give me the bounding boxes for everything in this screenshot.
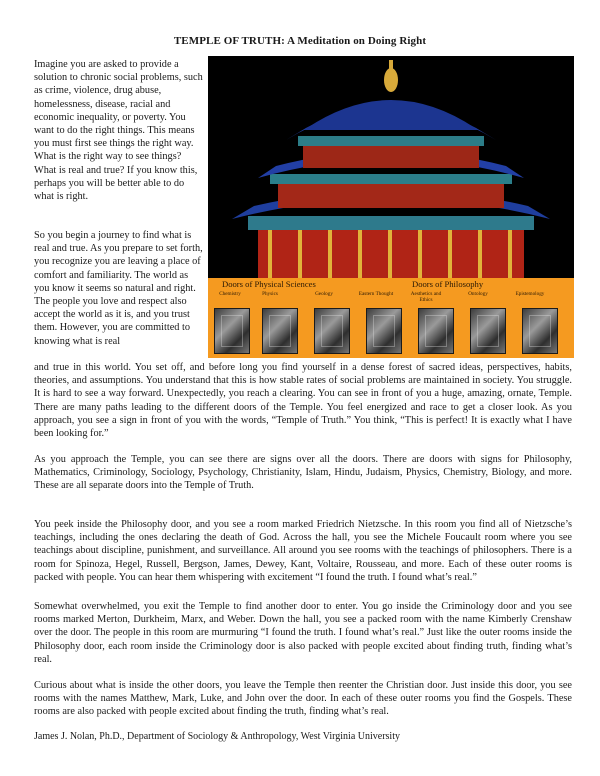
page-title: TEMPLE OF TRUTH: A Meditation on Doing Right [173,35,427,47]
door-chemistry [214,308,250,354]
door-label-aesthetics-ethics: Aesthetics and Ethics [410,291,442,303]
author-footer: James J. Nolan, Ph.D., Department of Sociology & Anthropology, West Virginia University [34,731,400,742]
temple-upper-frieze [298,136,484,146]
intro-paragraph: Imagine you are asked to provide a solution to chronic social problems, such as crime, violence, drug abuse, homelessness, disease, racial and economic inequality, or poverty. You want to do the right things. This means you must first see things the right way. What is the right way to see things? What is real and true? If you know this, perhaps you will be better able to do what is right. [34,59,203,203]
temple-finial [384,68,398,92]
temple-roof-dome [304,100,478,130]
temple-illustration [208,56,574,286]
approach-paragraph: As you approach the Temple, you can see there are signs over all the doors. There are doors with signs for Philosophy, Mathematics, Criminology, Sociology, Psychology, Christianity, Islam, Hindu, Judaism, Physics, Chemistry, Biology, and more. These are all separate doors into the Temple of Truth. [34,454,572,492]
door-epistemology [522,308,558,354]
temple-middle-frieze [270,174,512,184]
door-ontology [470,308,506,354]
journey-paragraph-continued: and true in this world. You set off, and before long you find yourself in a dense forest of sacred ideas, perspectives, habits, theories, and assumptions. You understand that this is how stable rates of social problems are maintained in society. You struggle. It is hard to see a way forward. Unexpectedly, you reach a clearing. You can see in front of you a huge, amazing, ornate, Temple. There are many paths leading to the different doors of the Temple. You feel energized and race to get a closer look. As you approach, you see a sign in front of you with the words, “Temple of Truth.” You think, “This is perfect! It is exactly what I have been looking for.” [34,362,572,440]
door-label-physics: Physics [262,291,278,297]
door-label-geology: Geology [315,291,333,297]
philosophy-paragraph: You peek inside the Philosophy door, and you see a room marked Friedrich Nietzsche. In this room you find all of Nietzsche’s teachings, including the ones declaring the death of God. Across the hall, you see the Michele Foucault room where you see teachings about discipline, punishment, and surveillance. All around you see rooms with the teachings of philosophers. There is a room for Spinoza, Hegel, Russell, Bergson, James, Dewey, Kant, Voltaire, Rousseau, and more. Each of these outer rooms is packed with people. You can hear them whispering with excitement “I found the truth. I found what’s real.” [34,519,572,583]
door-label-eastern-thought: Eastern Thought [358,291,394,297]
temple-middle-wall [278,182,504,208]
temple-base-frieze [248,216,534,230]
philosophy-heading: Doors of Philosophy [412,279,484,289]
door-label-epistemology: Epistemology [515,291,545,297]
temple-figure [208,56,574,358]
door-physics [262,308,298,354]
door-geology [314,308,350,354]
door-eastern-thought [366,308,402,354]
door-aesthetics-ethics [418,308,454,354]
christian-paragraph: Curious about what is inside the other doors, you leave the Temple then reenter the Christian door. Just inside this door, you see rooms with the names Matthew, Mark, Luke, and John over the door. In each of these outer rooms you find the Gospels. These rooms are also packed with people excited about finding the truth, finding what’s real. [34,680,572,718]
door-label-ontology: Ontology [468,291,488,297]
journey-paragraph: So you begin a journey to find what is real and true. As you prepare to set forth, you recognize you are leaving a place of comfort and familiarity. The world as you know it seems so natural and right. The people you love and respect also accept the world as it is, and you trust them. However, you are committed to knowing what is real [34,230,203,347]
criminology-paragraph: Somewhat overwhelmed, you exit the Temple to find another door to enter. You go inside the Criminology door and you see rooms marked Merton, Durkheim, Marx, and Weber. Down the hall, you see a packed room with the name Kimberly Crenshaw over the door. The people in this room are murmuring “I found the truth. I found what’s real.” Just like the outer rooms inside the Philosophy door, each room inside the Criminology door is also packed with people excited about finding truth, finding what’s real. [34,601,572,665]
temple-upper-wall [303,144,479,168]
physical-sciences-heading: Doors of Physical Sciences [222,279,316,289]
door-label-chemistry: Chemistry [219,291,241,297]
